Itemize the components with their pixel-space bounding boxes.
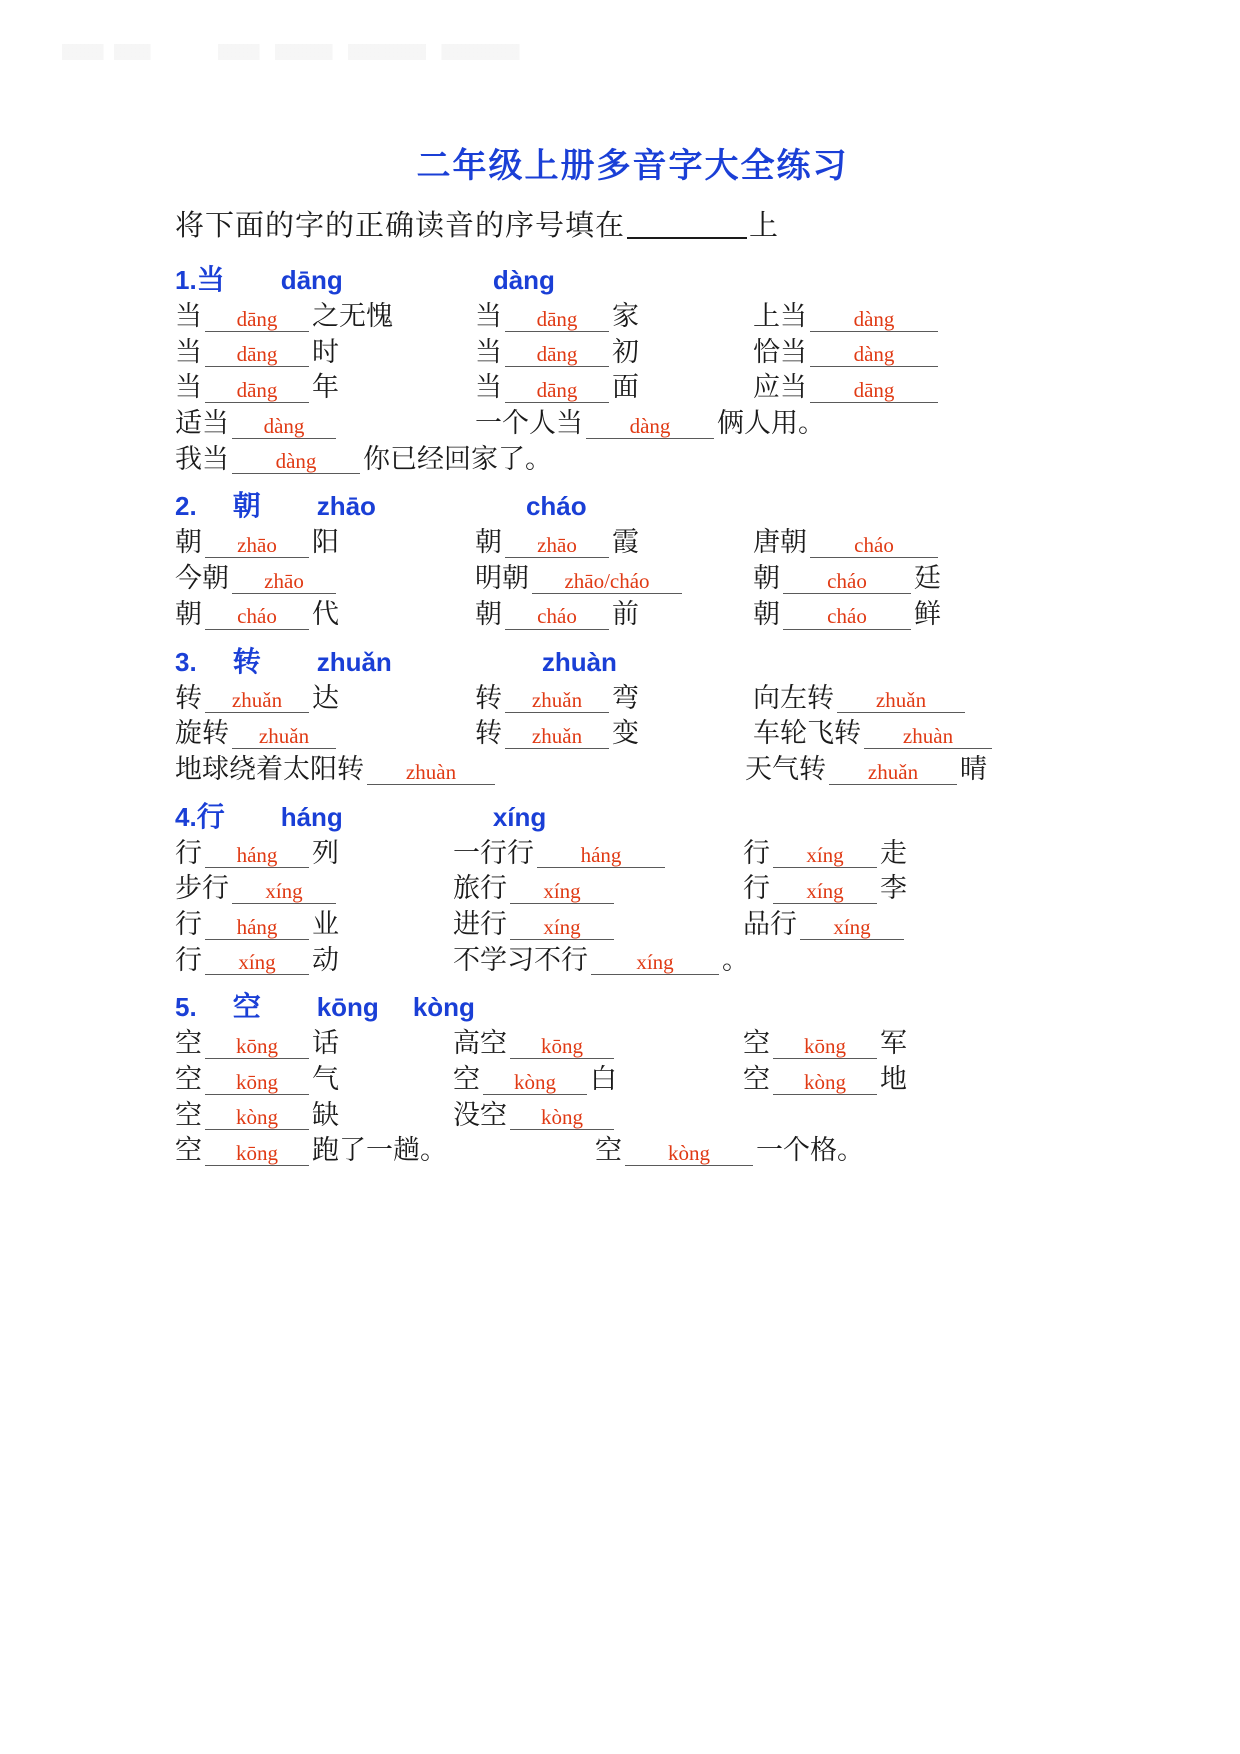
exercise-item: [175, 445, 552, 475]
item-suffix: 弯: [612, 682, 639, 713]
exercise-row: [175, 684, 1090, 714]
exercise-row: [175, 910, 1090, 940]
item-prefix: 转: [475, 718, 502, 749]
section-4-pinyin-2: xíng: [492, 801, 547, 832]
section-4: [175, 795, 1090, 976]
item-prefix: 没空: [453, 1099, 507, 1130]
item-prefix: 天气转: [745, 753, 826, 784]
section-2-rows: [175, 528, 1090, 629]
exercise-row: [175, 839, 1090, 869]
section-1-rows: [175, 302, 1090, 474]
item-suffix: 动: [312, 944, 339, 975]
section-4-rows: [175, 839, 1090, 976]
exercise-item: [175, 338, 475, 368]
answer-blank[interactable]: cháo: [205, 605, 309, 629]
section-3-char: 转: [232, 646, 261, 678]
exercise-row: [175, 719, 1090, 749]
item-prefix: 品行: [743, 908, 797, 939]
exercise-row: [175, 1065, 1090, 1095]
answer-blank[interactable]: dāng: [205, 308, 309, 332]
item-prefix: 我当: [175, 443, 229, 474]
section-3-number: 3.: [175, 646, 197, 677]
exercise-item: [475, 302, 753, 332]
answer-blank[interactable]: kōng: [510, 1035, 614, 1059]
item-suffix: 霞: [612, 527, 639, 558]
answer-blank[interactable]: zhuǎn: [505, 725, 609, 749]
answer-blank[interactable]: zhuàn: [367, 761, 495, 785]
answer-blank[interactable]: zhuǎn: [205, 689, 309, 713]
answer-blank[interactable]: xíng: [232, 880, 336, 904]
item-prefix: 空: [453, 1064, 480, 1094]
page-title: 二年级上册多音字大全练习: [416, 148, 849, 185]
section-5-heading: [175, 985, 1090, 1025]
exercise-item: [453, 1065, 743, 1095]
section-5-pinyin-2: kòng: [412, 992, 475, 1023]
item-prefix: 行: [743, 837, 770, 868]
section-1-heading: [175, 258, 1090, 298]
answer-blank[interactable]: kōng: [205, 1035, 309, 1059]
section-2-char: 朝: [232, 491, 261, 523]
section-5-pinyin-1: kōng: [316, 992, 379, 1023]
answer-blank[interactable]: zhāo: [505, 534, 609, 558]
item-suffix: 话: [312, 1028, 339, 1059]
section-2-number: 2.: [175, 491, 197, 522]
item-suffix: 晴: [960, 753, 987, 784]
exercise-item: [475, 564, 753, 594]
item-suffix: 一个格。: [756, 1135, 864, 1166]
item-prefix: 空: [743, 1064, 770, 1094]
answer-blank[interactable]: kòng: [510, 1106, 614, 1130]
answer-blank[interactable]: zhuǎn: [505, 689, 609, 713]
answer-blank[interactable]: cháo: [783, 570, 911, 594]
exercise-item: [753, 528, 1053, 558]
item-prefix: 朝: [475, 527, 502, 558]
exercise-item: [753, 373, 1053, 403]
exercise-item: [475, 409, 825, 439]
exercise-row: [175, 373, 1090, 403]
answer-blank[interactable]: dāng: [505, 343, 609, 367]
answer-blank[interactable]: xíng: [205, 951, 309, 975]
item-prefix: 空: [175, 1135, 202, 1166]
item-prefix: 不学习不行: [453, 944, 588, 975]
exercise-item: [475, 338, 753, 368]
answer-blank[interactable]: dàng: [810, 308, 938, 332]
item-prefix: 适当: [175, 408, 229, 439]
item-prefix: 车轮飞转: [753, 718, 861, 749]
answer-blank[interactable]: háng: [537, 844, 665, 868]
answer-blank[interactable]: zhuǎn: [837, 689, 965, 713]
item-prefix: 行: [175, 944, 202, 975]
exercise-item: [175, 684, 475, 714]
answer-blank[interactable]: háng: [205, 916, 309, 940]
section-2: [175, 484, 1090, 629]
section-5-rows: [175, 1029, 1090, 1166]
exercise-item: [175, 528, 475, 558]
answer-blank[interactable]: kòng: [205, 1106, 309, 1130]
item-suffix: 鲜: [914, 598, 941, 629]
item-prefix: 当: [475, 336, 502, 367]
item-suffix: 李: [880, 873, 907, 904]
item-prefix: 向左转: [753, 682, 834, 713]
answer-blank[interactable]: xíng: [510, 916, 614, 940]
item-suffix: 军: [880, 1028, 907, 1059]
section-3-heading: [175, 640, 1090, 680]
answer-blank[interactable]: dāng: [205, 343, 309, 367]
section-1-char: 当: [196, 265, 225, 296]
section-4-heading: [175, 795, 1090, 835]
item-suffix: 走: [880, 837, 907, 868]
item-suffix: 你已经回家了。: [363, 443, 552, 474]
item-suffix: 。: [722, 944, 749, 975]
answer-blank[interactable]: kòng: [625, 1142, 753, 1166]
answer-blank[interactable]: xíng: [591, 951, 719, 975]
exercise-item: [475, 600, 753, 630]
section-3-pinyin-2: zhuàn: [541, 646, 617, 677]
answer-blank[interactable]: cháo: [810, 534, 938, 558]
exercise-item: [743, 910, 1043, 940]
item-prefix: 上当: [753, 301, 807, 331]
item-suffix: 年: [312, 372, 339, 403]
item-prefix: 旋转: [175, 718, 229, 749]
item-prefix: 朝: [753, 598, 780, 629]
exercise-item: [753, 684, 1053, 714]
answer-blank[interactable]: dàng: [586, 415, 714, 439]
exercise-item: [175, 719, 475, 749]
item-prefix: 一行行: [453, 837, 534, 868]
item-prefix: 地球绕着太阳转: [175, 753, 364, 784]
item-suffix: 前: [612, 598, 639, 629]
exercise-item: [175, 1029, 453, 1059]
item-suffix: 跑了一趟。: [312, 1135, 447, 1166]
exercise-item: [745, 755, 987, 785]
exercise-item: [175, 755, 745, 785]
item-prefix: 唐朝: [753, 527, 807, 558]
exercise-item: [175, 564, 475, 594]
exercise-row: [175, 755, 1090, 785]
item-prefix: 当: [175, 301, 202, 331]
section-5: [175, 985, 1090, 1166]
answer-blank[interactable]: zhāo: [205, 534, 309, 558]
instruction-text-pre: 将下面的字的正确读音的序号填在: [175, 210, 626, 242]
answer-blank[interactable]: xíng: [800, 916, 904, 940]
answer-blank[interactable]: zhāo: [232, 570, 336, 594]
section-4-pinyin-1: háng: [280, 801, 343, 832]
exercise-item: [475, 528, 753, 558]
item-suffix: 列: [312, 837, 339, 868]
exercise-item: [595, 1136, 864, 1166]
exercise-item: [453, 1029, 743, 1059]
exercise-row: [175, 528, 1090, 558]
item-prefix: 一个人当: [475, 408, 583, 439]
item-prefix: 转: [175, 682, 202, 713]
exercise-row: [175, 302, 1090, 332]
exercise-item: [475, 719, 753, 749]
exercise-item: [753, 564, 1053, 594]
section-1-number: 1.: [175, 265, 197, 295]
answer-blank[interactable]: zhuǎn: [232, 725, 336, 749]
exercise-item: [175, 874, 453, 904]
answer-blank[interactable]: kòng: [483, 1071, 587, 1095]
answer-blank[interactable]: zhuǎn: [829, 761, 957, 785]
item-prefix: 朝: [175, 598, 202, 629]
answer-blank[interactable]: háng: [205, 844, 309, 868]
answer-blank[interactable]: xíng: [773, 880, 877, 904]
item-suffix: 俩人用。: [717, 408, 825, 439]
item-suffix: 地: [880, 1064, 907, 1094]
section-4-char: 行: [196, 801, 225, 833]
exercise-item: [175, 302, 475, 332]
exercise-item: [175, 1065, 453, 1095]
exercise-row: [175, 1136, 1090, 1166]
item-prefix: 空: [175, 1099, 202, 1130]
section-3-pinyin-1: zhuǎn: [316, 646, 392, 677]
item-suffix: 缺: [312, 1099, 339, 1130]
section-4-number: 4.: [175, 801, 197, 832]
answer-blank[interactable]: xíng: [773, 844, 877, 868]
exercise-item: [175, 600, 475, 630]
section-2-pinyin-1: zhāo: [316, 491, 376, 522]
item-prefix: 行: [743, 873, 770, 904]
exercise-item: [453, 946, 749, 976]
exercise-row: [175, 1101, 1090, 1131]
item-suffix: 家: [612, 301, 639, 331]
item-suffix: 气: [312, 1064, 339, 1094]
item-prefix: 进行: [453, 908, 507, 939]
item-suffix: 之无愧: [312, 301, 393, 331]
item-prefix: 恰当: [753, 336, 807, 367]
answer-blank[interactable]: kōng: [205, 1142, 309, 1166]
item-prefix: 空: [743, 1028, 770, 1059]
exercise-item: [753, 302, 1053, 332]
item-prefix: 步行: [175, 873, 229, 904]
exercise-item: [453, 839, 743, 869]
section-2-pinyin-2: cháo: [525, 491, 587, 522]
answer-blank[interactable]: dāng: [810, 379, 938, 403]
item-prefix: 转: [475, 682, 502, 713]
item-prefix: 当: [175, 336, 202, 367]
section-1: [175, 258, 1090, 474]
section-5-number: 5.: [175, 992, 197, 1023]
item-prefix: 当: [475, 372, 502, 403]
exercise-row: [175, 946, 1090, 976]
item-suffix: 变: [612, 718, 639, 749]
item-suffix: 代: [312, 598, 339, 629]
exercise-item: [475, 373, 753, 403]
section-1-pinyin-2: dàng: [492, 265, 555, 295]
exercise-row: [175, 564, 1090, 594]
exercise-item: [475, 684, 753, 714]
exercise-item: [453, 874, 743, 904]
answer-blank[interactable]: zhuàn: [864, 725, 992, 749]
exercise-item: [175, 373, 475, 403]
item-suffix: 初: [612, 336, 639, 367]
exercise-item: [175, 1136, 595, 1166]
item-prefix: 朝: [175, 527, 202, 558]
section-5-char: 空: [232, 992, 261, 1024]
item-prefix: 当: [175, 372, 202, 403]
exercise-item: [175, 409, 475, 439]
item-prefix: 行: [175, 908, 202, 939]
answer-blank[interactable]: dàng: [810, 343, 938, 367]
exercise-row: [175, 445, 1090, 475]
item-prefix: 行: [175, 837, 202, 868]
item-suffix: 阳: [312, 527, 339, 558]
exercise-row: [175, 874, 1090, 904]
exercise-item: [743, 1065, 1043, 1095]
exercise-item: [175, 839, 453, 869]
item-prefix: 应当: [753, 372, 807, 403]
exercise-item: [743, 874, 1043, 904]
exercise-item: [175, 946, 453, 976]
answer-blank[interactable]: cháo: [783, 605, 911, 629]
exercise-item: [753, 719, 1053, 749]
item-prefix: 空: [595, 1135, 622, 1166]
exercise-row: [175, 600, 1090, 630]
exercise-item: [743, 839, 1043, 869]
item-suffix: 廷: [914, 563, 941, 594]
exercise-item: [453, 1101, 743, 1131]
section-3: [175, 640, 1090, 785]
exercise-item: [753, 338, 1053, 368]
exercise-row: [175, 1029, 1090, 1059]
item-prefix: 明朝: [475, 563, 529, 594]
item-suffix: 时: [312, 336, 339, 367]
item-prefix: 高空: [453, 1028, 507, 1059]
section-1-pinyin-1: dāng: [280, 265, 343, 295]
instruction-line: [175, 203, 1090, 244]
item-suffix: 面: [612, 372, 639, 403]
item-suffix: 达: [312, 682, 339, 713]
answer-blank[interactable]: cháo: [505, 605, 609, 629]
exercise-item: [753, 600, 1053, 630]
answer-blank[interactable]: dāng: [505, 379, 609, 403]
section-2-heading: [175, 484, 1090, 524]
item-suffix: 业: [312, 908, 339, 939]
item-prefix: 旅行: [453, 873, 507, 904]
item-prefix: 朝: [475, 598, 502, 629]
item-prefix: 空: [175, 1028, 202, 1059]
item-prefix: 空: [175, 1064, 202, 1094]
answer-blank[interactable]: kōng: [205, 1071, 309, 1095]
item-prefix: 今朝: [175, 563, 229, 594]
answer-blank[interactable]: dāng: [505, 308, 609, 332]
exercise-item: [743, 1029, 1043, 1059]
section-3-rows: [175, 684, 1090, 785]
answer-blank[interactable]: dàng: [232, 450, 360, 474]
answer-blank[interactable]: kòng: [773, 1071, 877, 1095]
answer-blank[interactable]: zhāo/cháo: [532, 570, 682, 594]
item-prefix: 朝: [753, 563, 780, 594]
item-suffix: 白: [590, 1064, 617, 1094]
exercise-row: [175, 338, 1090, 368]
answer-blank[interactable]: dāng: [205, 379, 309, 403]
exercise-item: [453, 910, 743, 940]
exercise-row: [175, 409, 1090, 439]
item-prefix: 当: [475, 301, 502, 331]
answer-blank[interactable]: kōng: [773, 1035, 877, 1059]
answer-blank[interactable]: dàng: [232, 415, 336, 439]
answer-blank[interactable]: xíng: [510, 880, 614, 904]
instruction-blank[interactable]: [627, 215, 747, 239]
exercise-item: [175, 910, 453, 940]
exercise-item: [175, 1101, 453, 1131]
instruction-text-post: 上: [749, 210, 780, 242]
